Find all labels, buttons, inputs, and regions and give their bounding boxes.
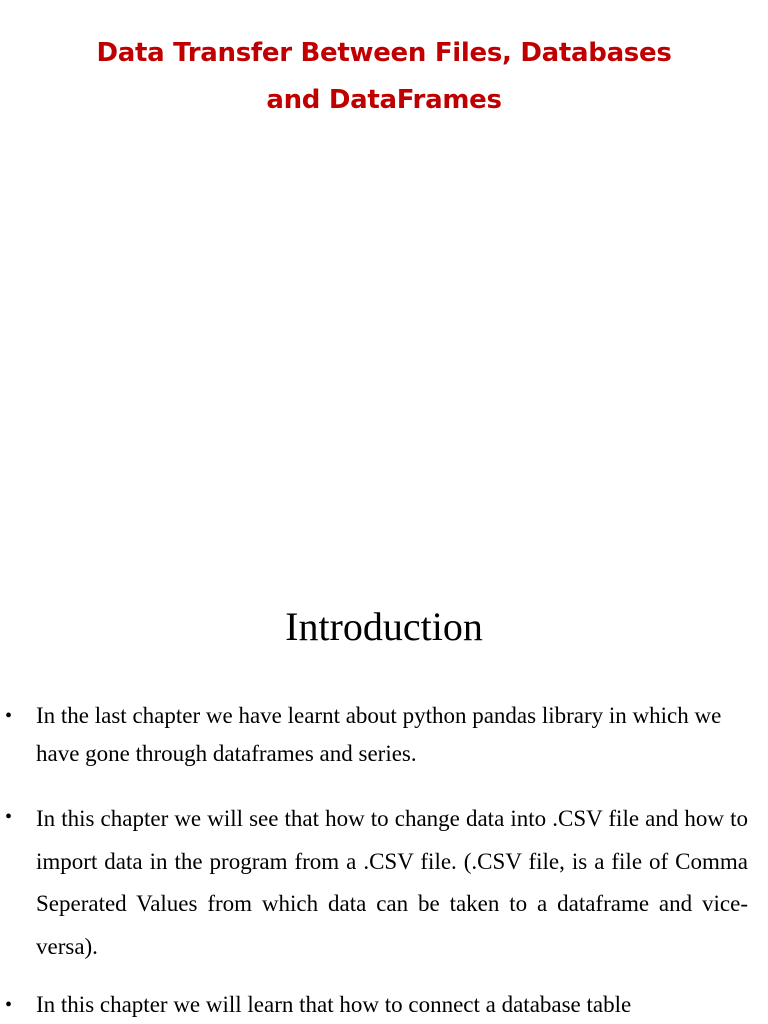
- bullet-text-2: In this chapter we will see that how to change data into .CSV file and how to import data in the program from a .CSV file. (.CSV file, is a file of Comma Seperated Values from which data can be taken to a dataframe and vice-versa).: [36, 806, 748, 959]
- slide-title-line-1: Data Transfer Between Files, Databases: [96, 38, 672, 68]
- slide-title-line-2: and DataFrames: [266, 85, 502, 115]
- bullet-marker-icon: •: [5, 994, 13, 1016]
- bullet-marker-icon: •: [5, 705, 13, 727]
- bullet-text-3: In this chapter we will learn that how to connect a database table: [36, 992, 632, 1017]
- slide-title: [0, 30, 768, 124]
- section-heading: Introduction: [285, 604, 483, 649]
- bullet-text-1: In the last chapter we have learnt about python pandas library in which we have gone through dataframes and series.: [36, 703, 722, 766]
- bullet-marker-icon: •: [5, 806, 13, 828]
